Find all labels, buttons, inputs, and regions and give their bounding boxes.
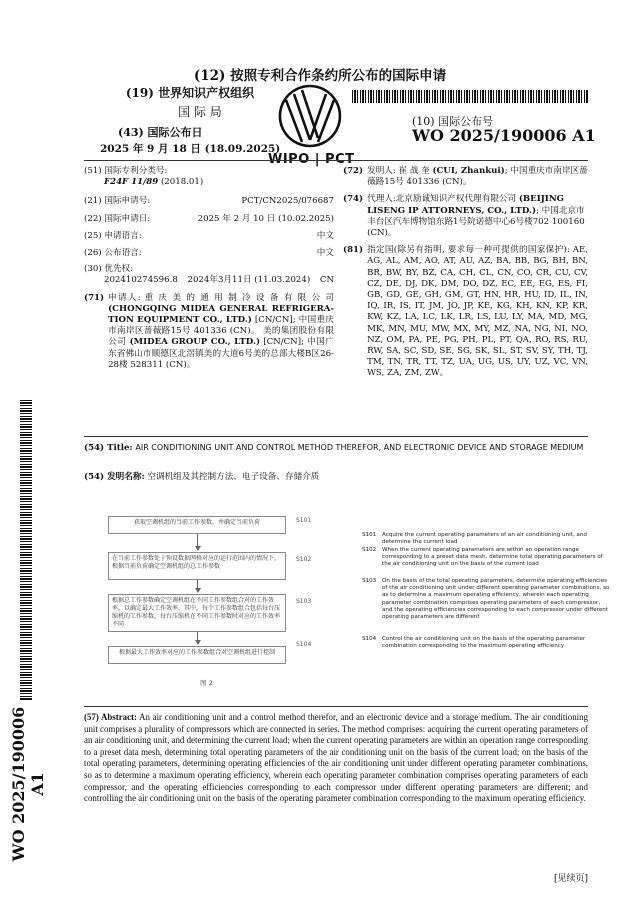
f22-label: (22) 国际申请日: <box>84 213 151 224</box>
title-en-block <box>84 442 588 454</box>
f71-applicant-b: (CHONGQING MIDEA GENERAL REFRIGERA-TION EQUIPMENT CO., LTD.) <box>108 303 334 326</box>
legend-s102 <box>362 547 612 569</box>
f71-applicant-c: [CN/CN]; 中国重庆市南岸区蔷薇路15号 401336 (CN)。 美的集团股份有限公司 <box>108 315 334 348</box>
f21-label: (21) 国际申请号: <box>84 196 151 207</box>
flow-step-s102-text: 在当前工作参数处于预设数据网格对应的运行范围内的情况下，根据当前负荷确定空调机组的总工作参数 <box>112 555 281 570</box>
title-cn-block <box>84 472 588 483</box>
wipo-logo <box>268 80 355 170</box>
f74-code: (74) <box>343 194 364 205</box>
pubno-label: (10) 国际公布号 <box>412 115 494 128</box>
org-code: (19) <box>125 86 154 100</box>
title-cn: 空调机组及其控制方法、电子设备、存储介质 <box>147 472 320 482</box>
f25-value: 中文 <box>316 230 334 241</box>
f81-designated-states: 指定国(除另有指明, 要求每一种可提供的国家保护): AE, AG, AL, AM, AO, AT, AU, AZ, BA, BB, BG, BH, BN, BR, BW, BY, BZ, CA, CH, CL, CN, CO, CR, CU, CV, CZ, DE, DJ, DK, DM, DO, DZ, EC, EE, EG, ES, FI, GB, GD, GE, GH, GM, GT, HN, HR, HU, ID, IL, IN, IQ, IR, IS, IT, JM, JO, JP, KE, KG, KH, KN, KP, KR, KW, KZ, LA, LC, LK, LR, LS, LU, LY, MA, MD, MG, MK, MN, MU, MW, MX, MY, MZ, NA, NG, NI, NO, NZ, OM, PA, PE, PG, PH, PL, PT, QA, RO, RS, RU, RW, SA, SC, SD, SE, SG, SK, SL, ST, SV, SY, TH, TJ, TM, TN, TR, TT, TZ, UA, UG, US, UY, UZ, VC, VN, WS, ZA, ZM, ZW。 <box>367 245 588 379</box>
f30-number: 202410274596.8 <box>104 275 178 286</box>
title-en: AIR CONDITIONING UNIT AND CONTROL METHOD THEREFOR, AND ELECTRONIC DEVICE AND STORAGE MEDIUM <box>135 443 584 452</box>
pub-number: WO 2025/190006 A1 <box>412 126 596 145</box>
wipo-emblem-icon <box>272 80 348 148</box>
top-barcode <box>352 90 588 103</box>
flow-step-s102 <box>108 552 286 580</box>
title-en-label: (54) Title: <box>84 443 133 453</box>
legend-s101-text: Acquire the current operating parameters of an air conditioning unit, and determine the current load <box>382 532 587 546</box>
left-biblio <box>84 166 334 371</box>
pub-date: 2025 年 9 月 18 日 (18.09.2025) <box>100 143 281 155</box>
flow-step-s103 <box>108 594 286 632</box>
f30-country: CN <box>319 275 334 286</box>
legend-s103 <box>362 578 612 621</box>
f25-label: (25) 申请语言: <box>84 230 142 241</box>
flow-arrow-2 <box>197 580 198 592</box>
legend-s102-id: S102 <box>362 547 377 553</box>
legend-s101 <box>362 532 612 546</box>
legend-s104-text: Control the air conditioning unit on the basis of the operating parameter combination corresponding to the maximum operating efficiency <box>382 636 586 650</box>
org-block <box>110 84 270 120</box>
f72-code: (72) <box>343 166 364 176</box>
flow-arrow-1 <box>197 534 198 550</box>
titles-top-rule <box>84 436 588 437</box>
title-cn-label: (54) 发明名称: <box>84 472 145 482</box>
legend-s102-text: When the current operating parameters are within an operation range corresponding to a preset data mesh, determine total operating parameters of the air conditioning unit on the basis of the current load <box>382 547 603 568</box>
legend-s104 <box>362 636 612 650</box>
f74-agent-c: ; 中国北京市丰台区汽车博物馆东路1号院诺德中心6号楼702 100160 (CN)。 <box>367 205 585 239</box>
legend-s103-text: On the basis of the total operating parameters, determine operating efficiencies of the air conditioning unit under different operating parameter combinations, so as to determine a maximum operating efficiency, wherein each operating parameter combination comprises operating parameters of each compressor, and the operating efficiencies corresponding to each compressor under different operating parameters are different <box>382 578 610 621</box>
flow-label-s101: S101 <box>296 517 312 524</box>
flow-step-s101-text: 获取空调机组的当前工作参数，并确定当前负荷 <box>133 519 260 526</box>
f21-value: PCT/CN2025/076687 <box>241 196 334 207</box>
f51-year: (2018.01) <box>160 177 204 188</box>
flow-step-s104-text: 根据最大工作效率对应的工作参数组合对空调机组进行控制 <box>118 649 275 656</box>
right-biblio <box>343 166 588 380</box>
abstract-label: (57) Abstract: <box>84 712 137 722</box>
flow-label-s104: S104 <box>296 641 312 648</box>
f71-applicant-e: [CN/CN]; 中国广东省佛山市顺德区北滘镇美的大道6号美的总部大楼B区26-28楼 528311 (CN)。 <box>108 337 334 370</box>
header-rule <box>84 160 588 161</box>
f74-agent-b: (BEIJING LISENG IP ATTORNEYS, CO., LTD.) <box>367 194 565 216</box>
f30-date: 2024年3月11日 (11.03.2024) <box>187 275 311 286</box>
f26-value: 中文 <box>316 248 334 259</box>
flow-arrow-3 <box>197 632 198 644</box>
legend-s101-id: S101 <box>362 532 377 538</box>
document-title: (12) 按照专利合作条约所公布的国际申请 <box>193 68 447 84</box>
legend-s104-id: S104 <box>362 636 377 642</box>
side-barcode <box>20 400 32 700</box>
org-bureau: 国 际 局 <box>178 105 222 119</box>
f30-label: (30) 优先权: <box>84 264 134 275</box>
f72-inventor-b: (CUI, Zhankui) <box>432 166 505 176</box>
figure-caption: 图 2 <box>200 679 213 687</box>
flow-label-s103: S103 <box>296 598 312 605</box>
flow-label-s102: S102 <box>296 556 312 563</box>
flow-step-s103-text: 根据总工作参数确定空调机组在不同工作参数组合对的工作效率，以确定最大工作效率，其中，每个工作参数组合包括每台压缩机的工作参数，每台压缩机在不同工作参数时对应的工作效率不同 <box>112 597 281 628</box>
pubdate-label: (43) 国际公布日 <box>118 126 203 139</box>
f51-value: F24F 11/89 <box>104 177 159 188</box>
f22-value: 2025 年 2 月 10 日 (10.02.2025) <box>197 213 334 224</box>
side-pub-number: WO 2025/190006 A1 <box>9 706 47 862</box>
abstract-top-rule <box>84 706 588 707</box>
legend-s103-id: S103 <box>362 578 377 584</box>
f74-agent-a: 代理人:北京励诚知识产权代理有限公司 <box>367 194 517 205</box>
abstract-block <box>84 712 588 805</box>
wipo-pct-text: WIPO | PCT <box>268 152 355 167</box>
flow-step-s101 <box>108 516 286 534</box>
f81-code: (81) <box>343 245 364 256</box>
org-name: 世界知识产权组织 <box>158 86 255 100</box>
f51-label: (51) 国际专利分类号: <box>84 166 168 176</box>
continued-note: [见续页] <box>554 874 589 884</box>
f72-inventor-a: 发明人: 崔 战 奎 <box>367 166 430 176</box>
flow-step-s104 <box>108 646 286 664</box>
abstract-text: An air conditioning unit and a control method therefor, and an electronic device and a storage medium. The air conditioning unit comprises a plurality of compressors which are connected in series. The method comprises: acquiring the current operating parameters of an air conditioning unit, and determining the current load; when the current operating parameters are within an operation range corresponding to a preset data mesh, determining total operating parameters of the air conditioning unit on the basis of the current load; on the basis of the total operating parameters, determining operating efficiencies of the air conditioning unit under different operating parameter combinations, so as to determine a maximum operating efficiency, wherein each operating parameter combination comprises operating parameters of each compressor, and the operating efficiencies corresponding to each compressor under different operating parameters are different; and controlling the air conditioning unit on the basis of the operating parameter combination corresponding to the maximum operating efficiency. <box>84 712 589 804</box>
f72-inventor-c: ; 中国重庆市南岸区蔷薇路15号 401336 (CN)。 <box>367 166 588 188</box>
f71-applicant-d: (MIDEA GROUP CO., LTD.) <box>129 337 261 348</box>
f71-code: (71) <box>84 292 105 303</box>
f26-label: (26) 公布语言: <box>84 248 142 259</box>
f71-applicant-a: 申请人: 重 庆 美 的 通 用 制 冷 设 备 有 限 公 司 <box>108 292 334 303</box>
